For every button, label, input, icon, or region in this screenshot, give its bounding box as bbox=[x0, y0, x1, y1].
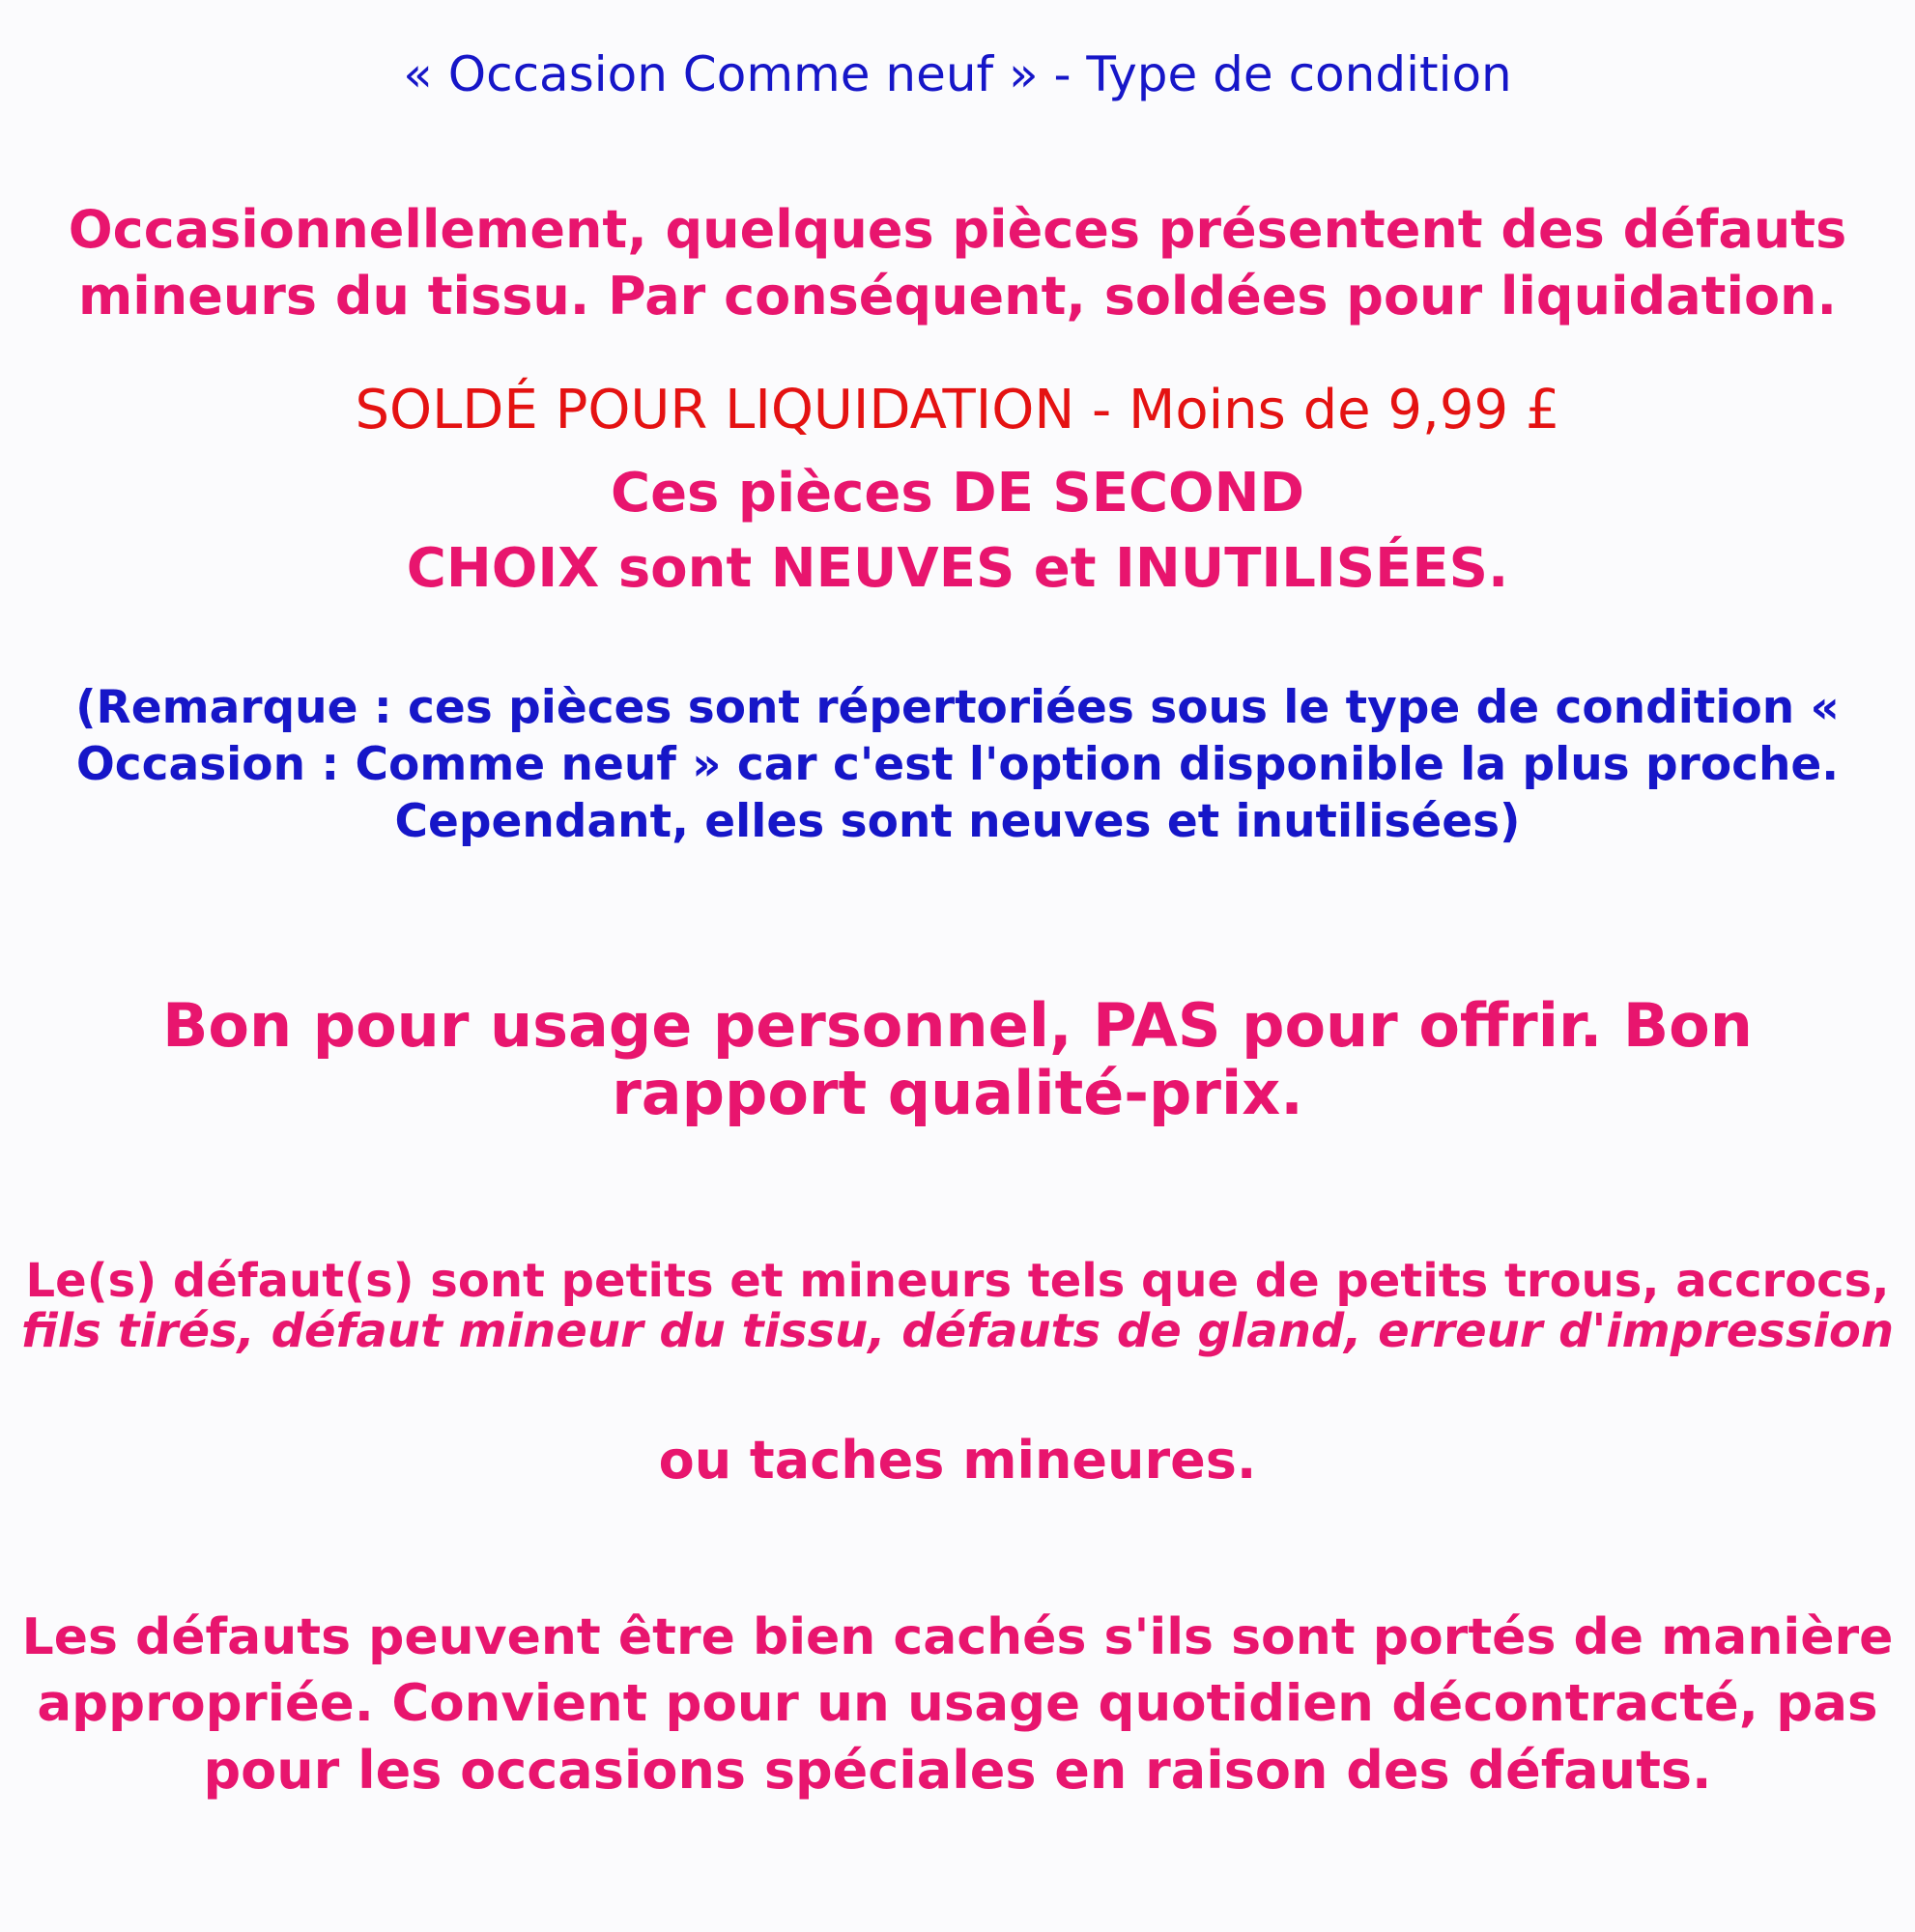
intro-line-2: mineurs du tissu. Par conséquent, soldées pour liquidation. bbox=[77, 266, 1838, 327]
intro-line-1: Occasionnellement, quelques pièces présentent des défauts bbox=[68, 199, 1847, 260]
defects-line-3: ou taches mineures. bbox=[658, 1430, 1257, 1491]
hidden-defects-line-1: Les défauts peuvent être bien cachés s'ils sont portés de manière bbox=[21, 1608, 1894, 1666]
note-line-3: Cependant, elles sont neuves et inutilisées) bbox=[394, 795, 1521, 848]
hidden-defects-line-3: pour les occasions spéciales en raison des défauts. bbox=[203, 1740, 1712, 1801]
clearance-price-notice: SOLDÉ POUR LIQUIDATION - Moins de 9,99 £ bbox=[355, 379, 1560, 441]
note-line-1: (Remarque : ces pièces sont répertoriées sous le type de condition « bbox=[75, 681, 1840, 734]
page-title: « Occasion Comme neuf » - Type de condition bbox=[403, 46, 1512, 102]
hidden-defects-line-2: appropriée. Convient pour un usage quotidien décontracté, pas bbox=[37, 1674, 1878, 1733]
second-choice-line-1: Ces pièces DE SECOND bbox=[610, 462, 1305, 525]
note-line-2: Occasion : Comme neuf » car c'est l'option disponible la plus proche. bbox=[75, 738, 1840, 791]
defects-line-1: Le(s) défaut(s) sont petits et mineurs tels que de petits trous, accrocs, bbox=[25, 1254, 1890, 1308]
defects-line-2: fils tirés, défaut mineur du tissu, défauts de gland, erreur d'impression bbox=[20, 1304, 1895, 1358]
good-value-line-1: Bon pour usage personnel, PAS pour offrir. Bon bbox=[162, 990, 1753, 1061]
good-value-line-2: rapport qualité-prix. bbox=[612, 1058, 1303, 1128]
second-choice-line-2: CHOIX sont NEUVES et INUTILISÉES. bbox=[406, 537, 1509, 600]
